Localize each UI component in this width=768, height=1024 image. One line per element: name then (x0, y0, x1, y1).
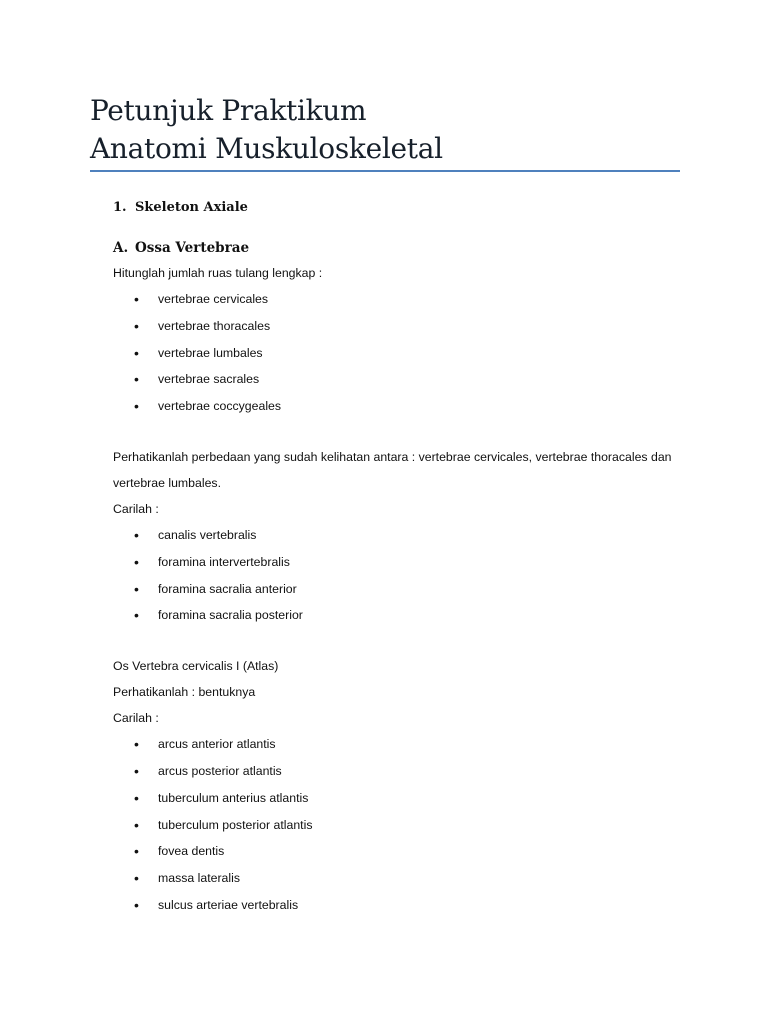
list-item-text: foramina sacralia posterior (158, 608, 303, 623)
list-item-text: vertebrae sacrales (158, 372, 260, 387)
list-item-text: vertebrae lumbales (158, 345, 263, 360)
list-item-text: arcus anterior atlantis (158, 737, 276, 752)
compare-paragraph (113, 444, 693, 496)
list-item (113, 549, 693, 576)
list-item (113, 366, 693, 393)
list-item (113, 522, 693, 549)
section-title: Skeleton Axiale (135, 200, 248, 215)
bullet: • (134, 317, 139, 334)
list-item (113, 286, 693, 313)
bullet: • (134, 553, 139, 570)
bullet: • (134, 371, 139, 388)
bullet: • (134, 762, 139, 779)
list-item (113, 758, 693, 785)
list-item-text: vertebrae coccygeales (158, 399, 282, 414)
bullet: • (134, 526, 139, 543)
bullet: • (134, 789, 139, 806)
title-line-1: Petunjuk Praktikum (90, 94, 367, 127)
list-item (113, 393, 693, 420)
bullet: • (134, 736, 139, 753)
bullet: • (134, 870, 139, 887)
list-item (113, 892, 693, 919)
find-label: Carilah : (113, 711, 159, 726)
list-item-text: arcus posterior atlantis (158, 763, 282, 778)
subsection-letter: A. (113, 240, 129, 256)
list-item-text: foramina sacralia anterior (158, 581, 297, 596)
document-body (113, 200, 693, 919)
list-item (113, 812, 693, 839)
compare-line-1: Perhatikanlah perbedaan yang sudah kelihatan antara : vertebrae cervicales, vertebrae thoracales dan (113, 449, 672, 464)
list-item (113, 340, 693, 367)
bullet: • (134, 816, 139, 833)
list-item (113, 602, 693, 629)
list-item-text: fovea dentis (158, 844, 225, 859)
document-title (90, 92, 690, 168)
list-item (113, 731, 693, 758)
bullet: • (134, 580, 139, 597)
list-item-text: canalis vertebralis (158, 527, 257, 542)
atlas-heading: Os Vertebra cervicalis I (Atlas) (113, 659, 279, 674)
section-number: 1. (113, 200, 127, 215)
list-item-text: vertebrae cervicales (158, 292, 269, 306)
section-heading-1 (113, 200, 693, 224)
list-item-text: foramina intervertebralis (158, 554, 290, 569)
bullet: • (134, 398, 139, 415)
list-item-text: massa lateralis (158, 871, 241, 886)
list-item (113, 785, 693, 812)
list-item-text: tuberculum anterius atlantis (158, 790, 309, 805)
bullet: • (134, 344, 139, 361)
bullet: • (134, 291, 139, 307)
bullet: • (134, 843, 139, 860)
atlas-observe: Perhatikanlah : bentuknya (113, 685, 256, 700)
bullet: • (134, 896, 139, 913)
list-item-text: sulcus arteriae vertebralis (158, 897, 299, 912)
find-list-1 (113, 522, 693, 629)
title-line-2: Anatomi Muskuloskeletal (90, 132, 443, 165)
compare-line-2: vertebrae lumbales. (113, 475, 221, 490)
subsection-title: Ossa Vertebrae (135, 240, 250, 256)
bullet: • (134, 607, 139, 624)
count-instruction: Hitunglah jumlah ruas tulang lengkap : (113, 266, 323, 280)
find-label: Carilah : (113, 501, 159, 516)
list-item (113, 313, 693, 340)
title-divider (90, 170, 680, 172)
list-item (113, 865, 693, 892)
find-list-2 (113, 731, 693, 919)
list-item-text: tuberculum posterior atlantis (158, 817, 313, 832)
list-item (113, 576, 693, 603)
list-item-text: vertebrae thoracales (158, 318, 271, 333)
list-item (113, 838, 693, 865)
count-list (113, 286, 693, 420)
